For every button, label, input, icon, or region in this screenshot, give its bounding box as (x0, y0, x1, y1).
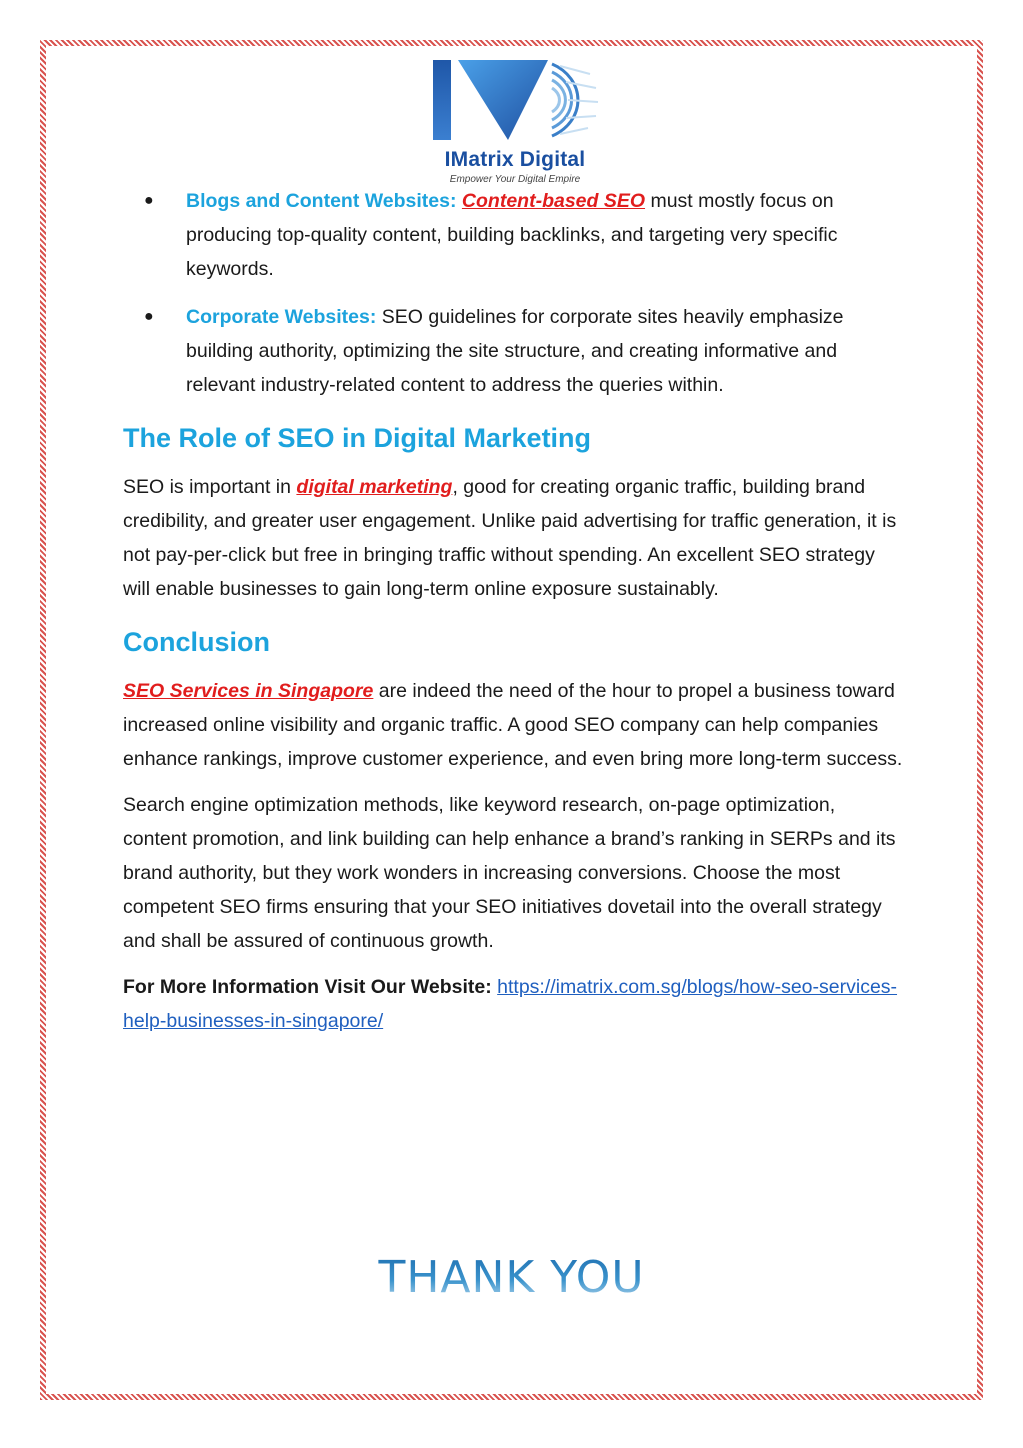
section-heading-role: The Role of SEO in Digital Marketing (123, 423, 592, 453)
paragraph-text: , good for creating organic traffic, building brand credibility, and greater user engagement. Unlike paid advertising for traffic generation, it is not pay-per-click but free in bringing traffic without spending. An excellent SEO strategy will enable businesses to gain long-term online exposure sustainably. (123, 476, 897, 600)
bullet-icon: ● (144, 308, 154, 325)
more-info (123, 970, 903, 1038)
thank-you-text: THANK YOU (378, 1252, 645, 1303)
paragraph-conclusion-2: Search engine optimization methods, like keyword research, on-page optimization, content promotion, and link building can help enhance a brand’s ranking in SERPs and its brand authority, but they work wonders in increasing conversions. Choose the most competent SEO firms ensuring that your SEO initiatives dovetail into the overall strategy and shall be assured of continuous growth. (123, 794, 896, 952)
paragraph-role (123, 470, 903, 606)
content-based-seo-link[interactable]: Content-based SEO (461, 190, 646, 212)
more-info-label: For More Information Visit Our Website: (123, 976, 492, 998)
digital-marketing-link[interactable]: digital marketing (296, 476, 453, 498)
list-item (123, 300, 903, 402)
document-body (123, 184, 903, 1050)
paragraph-conclusion-1 (123, 674, 903, 776)
bullet-label: Blogs and Content Websites: (186, 190, 457, 212)
thank-you-banner (0, 1252, 1023, 1303)
website-type-list (123, 184, 903, 402)
seo-services-singapore-link[interactable]: SEO Services in Singapore (123, 680, 374, 702)
bullet-text: SEO guidelines for corporate sites heavily emphasize building authority, optimizing the site structure, and creating informative and relevant industry-related content to address the queries within. (186, 306, 844, 396)
bullet-label: Corporate Websites: (186, 306, 377, 328)
brand-logo (420, 56, 610, 190)
website-url-link[interactable]: https://imatrix.com.sg/blogs/how-seo-services-help-businesses-in-singapore/ (123, 976, 898, 1032)
paragraph-text: are indeed the need of the hour to propel a business toward increased online visibility and organic traffic. A good SEO company can help companies enhance rankings, improve customer experience, and even bring more long-term success. (123, 680, 903, 770)
logo-tagline: Empower Your Digital Empire (449, 174, 581, 185)
section-heading-conclusion: Conclusion (123, 627, 270, 657)
logo-title: IMatrix Digital (444, 148, 586, 171)
bullet-icon: ● (144, 192, 154, 209)
paragraph-text: SEO is important in (123, 476, 297, 498)
bullet-text: must mostly focus on producing top-quality content, building backlinks, and targeting very specific keywords. (186, 190, 838, 280)
list-item (123, 184, 903, 286)
logo-mark-icon (420, 56, 610, 148)
